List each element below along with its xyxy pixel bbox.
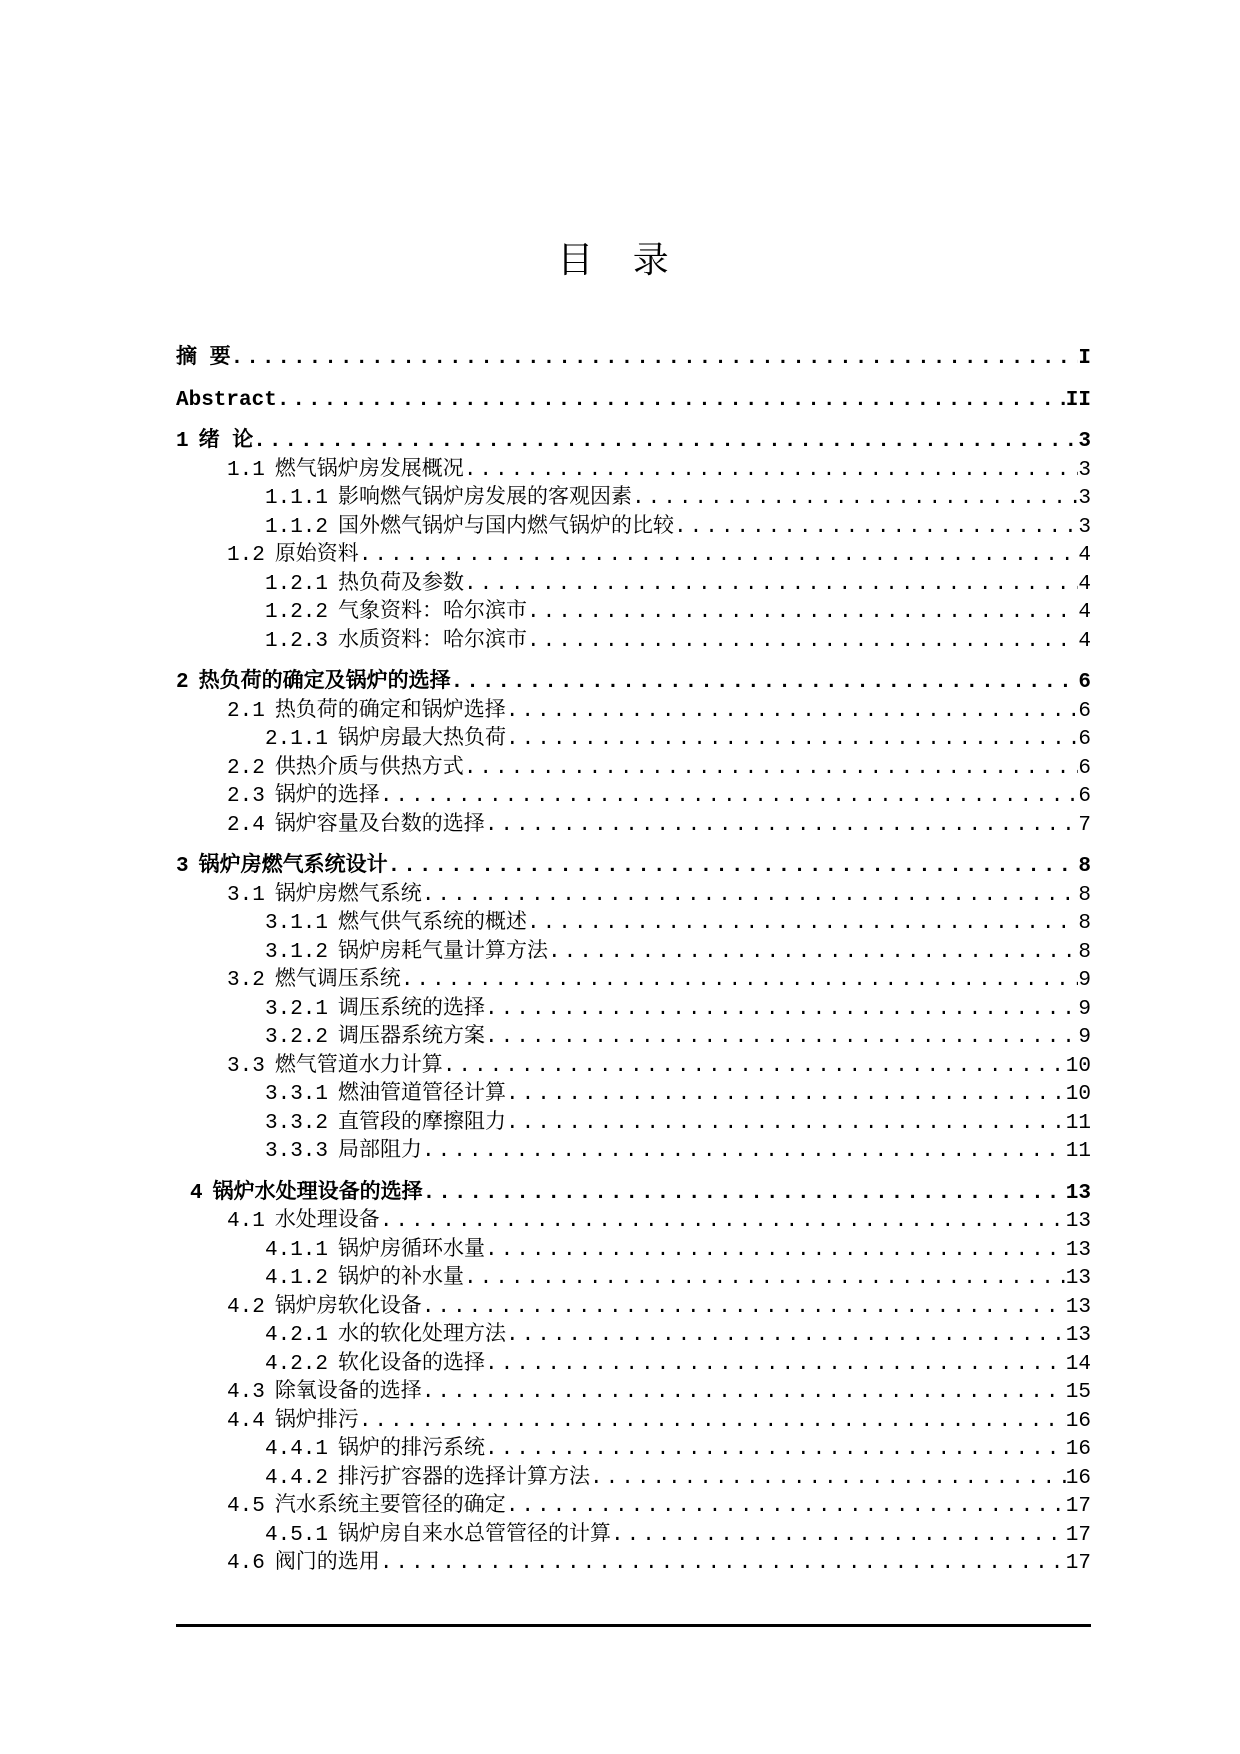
- dot-leader: [506, 726, 1078, 755]
- toc-entry-title: 燃气调压系统: [274, 969, 401, 992]
- toc-entry[interactable]: [176, 669, 1091, 698]
- toc-entry-number: 4.5: [227, 1495, 265, 1518]
- toc-entry-number: 3.1.2: [265, 940, 329, 964]
- toc-entry-number: 4: [190, 1181, 203, 1205]
- toc-entry[interactable]: [176, 1465, 1091, 1494]
- toc-entry[interactable]: [176, 812, 1091, 841]
- toc-entry-page: 17: [1065, 1523, 1091, 1547]
- toc-entry[interactable]: [176, 345, 1091, 374]
- toc-entry-page: 6: [1078, 671, 1091, 694]
- toc-entry-page: 3: [1078, 430, 1091, 453]
- dot-leader: [506, 1322, 1066, 1351]
- toc-entry-title: 影响燃气锅炉房发展的客观因素: [338, 487, 633, 510]
- dot-leader: [464, 755, 1079, 784]
- toc-entry-number: 4.1.1: [265, 1238, 329, 1262]
- toc-entry-page: 6: [1078, 785, 1091, 808]
- dot-leader: [485, 812, 1079, 841]
- toc-entry[interactable]: [176, 628, 1091, 657]
- toc-entry-page: 13: [1065, 1295, 1091, 1319]
- toc-entry-title: 锅炉排污: [274, 1409, 359, 1433]
- toc-entry[interactable]: [176, 967, 1091, 996]
- toc-entry-title: 锅炉房软化设备: [274, 1295, 422, 1319]
- toc-entry[interactable]: [176, 1493, 1091, 1522]
- toc-entry-number: 4.3: [227, 1381, 265, 1404]
- toc-entry-title: 锅炉房自来水总管管径的计算: [338, 1523, 612, 1547]
- dot-leader: [359, 542, 1079, 571]
- toc-entry-number: 3.3.1: [265, 1083, 329, 1106]
- toc-entry-number: 2.3: [227, 785, 265, 808]
- toc-entry[interactable]: [176, 1379, 1091, 1408]
- toc-entry-number: 4.1: [227, 1210, 265, 1233]
- toc-entry-number: 2.4: [227, 813, 265, 837]
- toc-entry-page: 9: [1078, 1026, 1091, 1049]
- dot-leader: [485, 996, 1078, 1025]
- toc-entry-page: 9: [1078, 969, 1091, 992]
- toc-entry-title: 局部阻力: [338, 1140, 423, 1163]
- toc-entry-title: 排污扩容器的选择计算方法: [338, 1466, 591, 1490]
- toc-entry-page: 11: [1065, 1111, 1091, 1135]
- dot-leader: [443, 1053, 1066, 1082]
- toc-entry[interactable]: [176, 1081, 1091, 1110]
- toc-entry[interactable]: [176, 1294, 1091, 1323]
- dot-leader: [548, 939, 1078, 968]
- toc-entry-page: 9: [1078, 997, 1091, 1021]
- footer-rule: [176, 1624, 1091, 1627]
- toc-entry-title: 摘 要: [176, 347, 231, 370]
- dot-leader: [451, 669, 1079, 698]
- toc-entry-number: 1.2.3: [265, 629, 329, 653]
- dot-leader: [632, 485, 1078, 514]
- toc-entry[interactable]: [176, 853, 1091, 882]
- toc-entry[interactable]: [176, 996, 1091, 1025]
- toc-entry-page: 11: [1065, 1140, 1091, 1163]
- dot-leader: [527, 910, 1078, 939]
- toc-entry-page: 8: [1078, 883, 1091, 907]
- toc-entry-number: 2.1: [227, 699, 265, 723]
- dot-leader: [388, 853, 1079, 882]
- toc-entry[interactable]: [176, 1322, 1091, 1351]
- toc-entry-title: 阀门的选用: [274, 1552, 380, 1575]
- toc-entry[interactable]: [176, 1024, 1091, 1053]
- toc-entry-page: 4: [1078, 629, 1091, 653]
- toc-entry-page: I: [1078, 347, 1091, 370]
- toc-entry-page: 13: [1065, 1324, 1091, 1347]
- toc-entry-title: 锅炉的排污系统: [338, 1438, 486, 1461]
- toc-entry-number: 3: [176, 855, 189, 878]
- toc-entry-title: 热负荷的确定及锅炉的选择: [198, 671, 451, 694]
- toc-entry-title: 供热介质与供热方式: [274, 756, 464, 780]
- toc-entry[interactable]: [176, 428, 1091, 457]
- toc-entry-title: 国外燃气锅炉与国内燃气锅炉的比较: [338, 515, 675, 539]
- toc-entry-title: 汽水系统主要管径的确定: [274, 1495, 506, 1518]
- toc-entry-number: 3.2: [227, 969, 265, 992]
- dot-leader: [485, 1024, 1078, 1053]
- toc-entry-title: 燃气供气系统的概述: [338, 912, 528, 935]
- toc-entry-title: 调压器系统方案: [338, 1026, 486, 1049]
- toc-entry-number: 3.2.1: [265, 997, 329, 1021]
- dot-leader: [485, 1436, 1066, 1465]
- toc-entry-number: 1.2: [227, 544, 265, 567]
- toc-entry-number: 3.1.1: [265, 912, 329, 935]
- toc-entry-page: 3: [1078, 487, 1091, 510]
- toc-entry-title: 水处理设备: [274, 1210, 380, 1233]
- dot-leader: [231, 345, 1079, 374]
- toc-entry-title: 锅炉房最大热负荷: [338, 728, 507, 751]
- dot-leader: [506, 1081, 1066, 1110]
- toc-entry[interactable]: [176, 1208, 1091, 1237]
- toc-entry-number: 3.3.3: [265, 1140, 329, 1163]
- toc-entry-title: 调压系统的选择: [338, 997, 486, 1021]
- toc-entry[interactable]: [176, 1436, 1091, 1465]
- dot-leader: [380, 1550, 1066, 1579]
- toc-entry-page: 7: [1078, 813, 1091, 837]
- toc-entry-page: 17: [1065, 1552, 1091, 1575]
- toc-entry-title: 燃油管道管径计算: [338, 1083, 507, 1106]
- toc-entry-title: 热负荷及参数: [338, 572, 465, 596]
- toc-entry-title: 锅炉水处理设备的选择: [212, 1181, 423, 1205]
- toc-entry-title: 气象资料：哈尔滨市: [338, 601, 528, 624]
- toc-entry[interactable]: [176, 485, 1091, 514]
- dot-leader: [485, 1237, 1066, 1266]
- toc-entry-page: 16: [1065, 1438, 1091, 1461]
- toc-entry-page: 17: [1065, 1495, 1091, 1518]
- toc-entry-number: 4.2.1: [265, 1324, 329, 1347]
- toc-entry-page: 6: [1078, 728, 1091, 751]
- toc-entry-title: 绪 论: [198, 430, 254, 453]
- toc-entry[interactable]: [176, 939, 1091, 968]
- toc-entry[interactable]: [176, 599, 1091, 628]
- dot-leader: [423, 1180, 1066, 1209]
- dot-leader: [253, 428, 1078, 457]
- dot-leader: [422, 1379, 1066, 1408]
- toc-entry-number: 4.4.1: [265, 1438, 329, 1461]
- toc-entry-title: 锅炉的选择: [274, 785, 380, 808]
- toc-entry-title: 水的软化处理方法: [338, 1324, 507, 1347]
- toc-entry[interactable]: [176, 1522, 1091, 1551]
- toc-entry-number: 4.4.2: [265, 1466, 329, 1490]
- dot-leader: [359, 1408, 1066, 1437]
- toc-entry-title: 热负荷的确定和锅炉选择: [274, 699, 506, 723]
- toc-entry[interactable]: [176, 1265, 1091, 1294]
- toc-entry-page: 6: [1078, 756, 1091, 780]
- toc-entry-number: 2.2: [227, 756, 265, 780]
- toc-entry-number: 3.1: [227, 883, 265, 907]
- toc-entry-title: Abstract: [176, 388, 277, 412]
- toc-entry-number: 1.1.1: [265, 487, 329, 510]
- toc-entry-title: 锅炉容量及台数的选择: [274, 813, 485, 837]
- dot-leader: [674, 514, 1078, 543]
- dot-leader: [590, 1465, 1066, 1494]
- toc-entry-page: 4: [1078, 601, 1091, 624]
- toc-entry-page: 16: [1065, 1409, 1091, 1433]
- dot-leader: [401, 967, 1079, 996]
- dot-leader: [611, 1522, 1066, 1551]
- dot-leader: [277, 387, 1066, 416]
- toc-entry-page: 10: [1065, 1083, 1091, 1106]
- toc-entry[interactable]: [176, 882, 1091, 911]
- toc-entry[interactable]: [176, 1237, 1091, 1266]
- toc-entry-title: 水质资料：哈尔滨市: [338, 629, 528, 653]
- dot-leader: [380, 783, 1079, 812]
- toc-entry[interactable]: [176, 755, 1091, 784]
- toc-entry-number: 3.2.2: [265, 1026, 329, 1049]
- toc-entry[interactable]: [176, 571, 1091, 600]
- toc-entry[interactable]: [176, 726, 1091, 755]
- dot-leader: [464, 1265, 1066, 1294]
- toc-entry-title: 锅炉房耗气量计算方法: [338, 940, 549, 964]
- toc-entry-title: 燃气管道水力计算: [274, 1054, 443, 1078]
- toc-entry[interactable]: [176, 457, 1091, 486]
- toc-entry-page: 15: [1065, 1381, 1091, 1404]
- toc-entry[interactable]: [176, 1351, 1091, 1380]
- toc-entry-page: 13: [1065, 1181, 1091, 1205]
- toc-entry-page: 14: [1065, 1352, 1091, 1376]
- toc-entry-title: 除氧设备的选择: [274, 1381, 422, 1404]
- toc-entry-page: 3: [1078, 515, 1091, 539]
- toc-entry[interactable]: [176, 1550, 1091, 1579]
- toc-entry-page: II: [1065, 388, 1091, 412]
- toc-entry-title: 锅炉房燃气系统设计: [198, 855, 388, 878]
- toc-entry[interactable]: [176, 910, 1091, 939]
- toc-entry-title: 锅炉房循环水量: [338, 1238, 486, 1262]
- toc-entry[interactable]: [176, 1408, 1091, 1437]
- toc-entry-number: 2: [176, 671, 189, 694]
- toc-entry-page: 13: [1065, 1210, 1091, 1233]
- toc-entry-title: 原始资料: [274, 544, 359, 567]
- toc-entry[interactable]: [176, 1110, 1091, 1139]
- toc-entry-number: 3.3: [227, 1054, 265, 1078]
- toc-entry-number: 1: [176, 430, 189, 453]
- page-title: 目 录: [557, 240, 683, 281]
- dot-leader: [485, 1351, 1066, 1380]
- dot-leader: [506, 1110, 1066, 1139]
- toc-entry[interactable]: [176, 514, 1091, 543]
- toc-entry-title: 锅炉的补水量: [338, 1267, 465, 1290]
- toc-entry-title: 锅炉房燃气系统: [274, 883, 422, 907]
- dot-leader: [527, 628, 1078, 657]
- toc-entry-number: 1.1: [227, 458, 265, 482]
- toc-entry-page: 10: [1065, 1054, 1091, 1078]
- toc-entry[interactable]: [176, 1138, 1091, 1167]
- toc-entry-number: 2.1.1: [265, 728, 329, 751]
- dot-leader: [422, 1294, 1066, 1323]
- toc-entry[interactable]: [176, 698, 1091, 727]
- toc-entry[interactable]: [176, 1053, 1091, 1082]
- toc-entry[interactable]: [176, 542, 1091, 571]
- toc-entry[interactable]: [176, 1180, 1091, 1209]
- toc-entry-number: 4.6: [227, 1552, 265, 1575]
- toc-entry[interactable]: [176, 783, 1091, 812]
- toc-entry-title: 直管段的摩擦阻力: [338, 1111, 507, 1135]
- dot-leader: [527, 599, 1078, 628]
- toc-entry-number: 4.2: [227, 1295, 265, 1319]
- toc-entry-page: 16: [1065, 1466, 1091, 1490]
- toc-entry-page: 3: [1078, 458, 1091, 482]
- dot-leader: [464, 457, 1079, 486]
- toc-entry-number: 4.4: [227, 1409, 265, 1433]
- toc-entry-page: 8: [1078, 912, 1091, 935]
- toc-entry-number: 3.3.2: [265, 1111, 329, 1135]
- toc-entry-number: 4.2.2: [265, 1352, 329, 1376]
- toc-entry-page: 13: [1065, 1238, 1091, 1262]
- toc-entry-title: 燃气锅炉房发展概况: [274, 458, 464, 482]
- toc-entry[interactable]: [176, 387, 1091, 416]
- toc-entry-page: 8: [1078, 940, 1091, 964]
- dot-leader: [464, 571, 1078, 600]
- dot-leader: [506, 698, 1079, 727]
- toc-entry-page: 6: [1078, 699, 1091, 723]
- toc-entry-page: 4: [1078, 572, 1091, 596]
- dot-leader: [380, 1208, 1066, 1237]
- toc-entry-title: 软化设备的选择: [338, 1352, 486, 1376]
- toc-entry-page: 8: [1078, 855, 1091, 878]
- dot-leader: [506, 1493, 1066, 1522]
- toc-entry-page: 13: [1065, 1267, 1091, 1290]
- toc-entry-number: 1.1.2: [265, 515, 329, 539]
- toc-entry-page: 4: [1078, 544, 1091, 567]
- toc-entry-number: 1.2.1: [265, 572, 329, 596]
- table-of-contents: [176, 345, 1091, 1579]
- toc-entry-number: 1.2.2: [265, 601, 329, 624]
- toc-entry-number: 4.1.2: [265, 1267, 329, 1290]
- toc-entry-number: 4.5.1: [265, 1523, 329, 1547]
- dot-leader: [422, 1138, 1066, 1167]
- dot-leader: [422, 882, 1079, 911]
